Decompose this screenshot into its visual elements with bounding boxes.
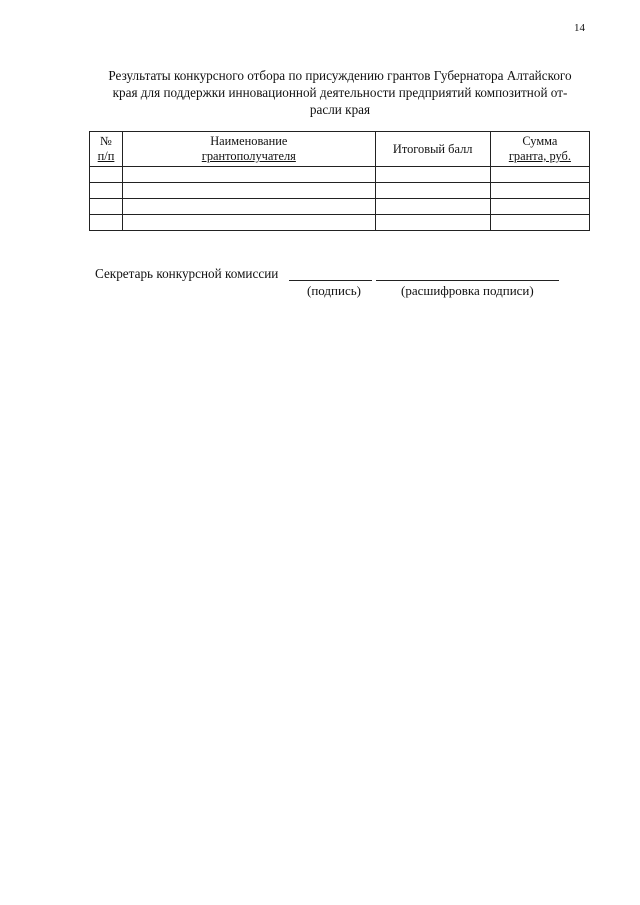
signature-caption: (подпись) <box>307 283 361 298</box>
header-number <box>90 132 123 167</box>
results-table <box>89 131 590 231</box>
header-recipient-name-line: Наименование <box>210 134 288 148</box>
table-cell <box>123 199 376 215</box>
header-grant-sum-line: гранта, руб. <box>508 149 571 163</box>
table-header-row <box>90 132 590 167</box>
table-cell <box>490 183 589 199</box>
table-row <box>90 199 590 215</box>
table-cell <box>90 167 123 183</box>
document-title-line: Результаты конкурсного отбора по присуждению грантов Губернатора Алтайского <box>108 68 572 83</box>
signature-line <box>289 280 372 281</box>
table-cell <box>90 199 123 215</box>
table-cell <box>90 215 123 231</box>
header-number-line: № <box>100 134 112 148</box>
header-grant-sum-line: Сумма <box>522 134 558 148</box>
document-title <box>86 67 594 118</box>
document-title-line: края для поддержки инновационной деятельности предприятий композитной от- <box>112 85 568 100</box>
table-cell <box>123 167 376 183</box>
table-cell <box>490 215 589 231</box>
table-cell <box>375 199 490 215</box>
table-cell <box>375 167 490 183</box>
signature-decoding-line <box>376 280 559 281</box>
signature-label: Секретарь конкурсной комиссии <box>95 266 279 281</box>
header-number-line: п/п <box>97 149 115 163</box>
table-row <box>90 215 590 231</box>
signature-block <box>95 266 278 282</box>
table-cell <box>123 215 376 231</box>
table-cell <box>375 183 490 199</box>
signature-decoding-caption: (расшифровка подписи) <box>401 283 534 298</box>
table-row <box>90 183 590 199</box>
header-recipient-name-line: грантополучателя <box>201 149 296 163</box>
header-recipient-name <box>123 132 376 167</box>
table-row <box>90 167 590 183</box>
page-number: 14 <box>574 22 585 34</box>
header-final-score <box>375 132 490 167</box>
table-cell <box>90 183 123 199</box>
table-cell <box>123 183 376 199</box>
document-title-line: расли края <box>309 102 371 117</box>
table-cell <box>490 167 589 183</box>
table-cell <box>375 215 490 231</box>
header-final-score-line: Итоговый балл <box>392 141 473 156</box>
header-grant-sum <box>490 132 589 167</box>
table-cell <box>490 199 589 215</box>
